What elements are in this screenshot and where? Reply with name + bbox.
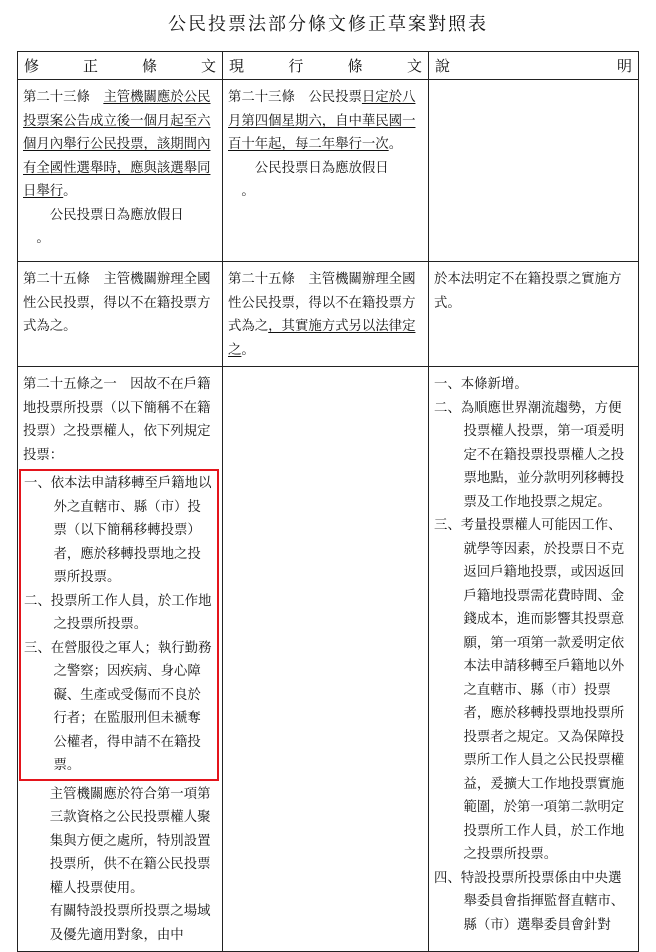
table-row (18, 80, 639, 262)
notes-cell (429, 262, 639, 367)
amended-cell (18, 367, 223, 952)
list-item: 一、本條新增。 (434, 377, 528, 392)
list-item: 三、在營服役之軍人；執行勤務之警察；因疾病、身心障礙、生產或受傷而不良於行者；在監服刑但未褫奪公權者，得申請不在籍投票。 (24, 640, 212, 773)
header-row (18, 52, 639, 80)
notes-cell (429, 367, 639, 952)
article-number: 第二十三條 (228, 90, 295, 105)
amended-paragraph: 有關特設投票所投票之場域及優先適用對象，由中 (49, 904, 211, 943)
list-item: 二、為順應世界潮流趨勢，方便投票權人投票，第一項爰明定不在籍投票投票權人之投票地點，並分款明列移轉投票及工作地投票之規定。 (434, 400, 625, 510)
table-row (18, 262, 639, 367)
amended-text: 第二十五條 主管機關辦理全國性公民投票，得以不在籍投票方式為之。 (23, 272, 211, 334)
header-current: 現 行 條 文 (223, 52, 429, 80)
amended-paragraph: 主管機關應於符合第一項第三款資格之公民投票權人聚集與方便之處所，特別設置投票所，供不在籍公民投票權人投票使用。 (49, 786, 211, 896)
current-cell (223, 367, 429, 952)
notes-text: 於本法明定不在籍投票之實施方式。 (434, 272, 622, 311)
list-item: 三、考量投票權人可能因工作、就學等因素，於投票日不克返回戶籍地投票，或因返回戶籍地投票需花費時間、金錢成本，進而影響其投票意願，第一項第一款爰明定依本法申請移轉至戶籍地以外之直轄市、縣（市）投票者，應於移轉投票地投票所投票者之規定。又為保障投票所工作人員之公民投票權益，爰擴大工作地投票實施範圍，於第一項第二款明定投票所工作人員，於工作地之投票所投票。 (434, 518, 625, 862)
amended-cell (18, 262, 223, 367)
current-text: 第二十五條 主管機關辦理全國性公民投票，得以不在籍投票方式為之 (228, 272, 416, 334)
document-title: 公民投票法部分條文修正草案對照表 (168, 14, 488, 35)
current-text: 公民投票日為應放假日 (254, 160, 389, 176)
list-item: 四、特設投票所投票係由中央選舉委員會指揮監督直轄市、縣（市）選舉委員會針對 (434, 870, 625, 933)
comparison-table (17, 51, 639, 952)
table-row (18, 367, 639, 952)
header-amended: 修 正 條 文 (18, 52, 223, 80)
amended-cell: 第二十三條 主管機關應於公民投票案公告成立後一個月起至六個月內舉行公民投票，該期間內有全國性選舉時，應與該選舉同日舉行。 公民投票日為應放假日 。 (18, 80, 223, 262)
notes-cell (429, 80, 639, 262)
article-number: 第二十三條 (23, 90, 90, 105)
amended-text: 公民投票日為應放假日 (49, 207, 184, 223)
amended-intro: 第二十五條之一 因故不在戶籍地投票所投票（以下簡稱不在籍投票）之投票權人，依下列規定投票： (23, 377, 211, 463)
list-item: 二、投票所工作人員，於工作地之投票所投票。 (24, 593, 212, 632)
list-item: 一、依本法申請移轉至戶籍地以外之直轄市、縣（市）投票（以下簡稱移轉投票）者，應於移轉投票地之投票所投票。 (24, 476, 212, 585)
current-text: 日定於八月第四個星期六，自中華民國一百十年起，每二年舉行一次 (228, 90, 416, 152)
current-cell: 第二十三條 公民投票日定於八月第四個星期六，自中華民國一百十年起，每二年舉行一次。 公民投票日為應放假日 。 (223, 80, 429, 262)
highlight-box (19, 469, 219, 781)
amended-text: 主管機關應於公民投票案公告成立後一個月起至六個月內舉行公民投票，該期間內有全國性選舉時，應與該選舉同日舉行 (23, 90, 211, 199)
header-notes: 說 明 (429, 52, 639, 80)
current-cell: 第二十五條 主管機關辦理全國性公民投票，得以不在籍投票方式為之，其實施方式另以法律定之。 (223, 262, 429, 367)
